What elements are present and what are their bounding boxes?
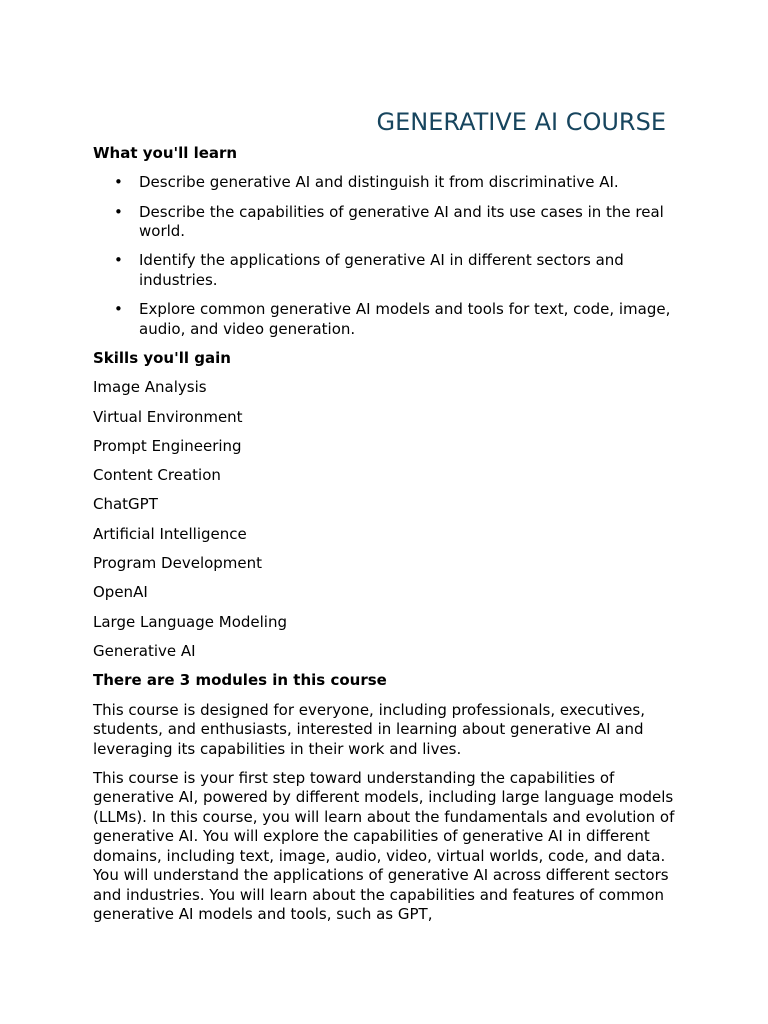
learn-list — [93, 173, 683, 339]
skill-item: Prompt Engineering — [93, 436, 242, 455]
skill-item: Artificial Intelligence — [93, 524, 247, 543]
learn-list-item — [93, 251, 683, 290]
bullet-icon: • — [114, 251, 123, 270]
skill-item: Image Analysis — [93, 378, 207, 397]
skills-heading: Skills you'll gain — [93, 348, 231, 367]
bullet-icon: • — [114, 173, 123, 192]
modules-heading: There are 3 modules in this course — [93, 671, 387, 690]
skill-item: Content Creation — [93, 466, 221, 485]
skill-item: Virtual Environment — [93, 407, 243, 426]
skill-item: Large Language Modeling — [93, 612, 287, 631]
skill-item: Generative AI — [93, 641, 196, 660]
skill-item: Program Development — [93, 554, 263, 573]
learn-list-item — [93, 203, 683, 242]
learn-item-text: Describe the capabilities of generative AI and its use cases in the real world. — [139, 202, 664, 241]
learn-item-text: Describe generative AI and distinguish it from discriminative AI. — [139, 173, 619, 192]
learn-heading: What you'll learn — [93, 144, 238, 162]
bullet-icon: • — [114, 202, 123, 221]
learn-item-text: Identify the applications of generative AI in different sectors and industries. — [139, 251, 624, 289]
bullet-icon: • — [114, 300, 123, 319]
course-description-paragraph: This course is designed for everyone, including professionals, executives, students, and enthusiasts, interested in learning about generative AI and leveraging its capabilities in their work and lives. — [93, 700, 645, 758]
skill-item: ChatGPT — [93, 495, 158, 514]
learn-list-item — [93, 173, 683, 193]
course-description-paragraph: This course is your first step toward understanding the capabilities of generative AI, powered by different models, including large language models (LLMs). In this course, you will learn about the fundamentals and evolution of generative AI. You will explore the capabilities of generative AI in different domains, including text, image, audio, video, virtual worlds, code, and data. You will understand the applications of generative AI across different sectors and industries. You will learn about the capabilities and features of common generative AI models and tools, such as GPT, — [93, 768, 675, 924]
skill-item: OpenAI — [93, 583, 148, 602]
document-title: GENERATIVE AI COURSE — [376, 108, 666, 136]
learn-list-item — [93, 300, 683, 339]
document-page — [93, 104, 683, 935]
learn-item-text: Explore common generative AI models and tools for text, code, image, audio, and video generation. — [139, 300, 671, 338]
